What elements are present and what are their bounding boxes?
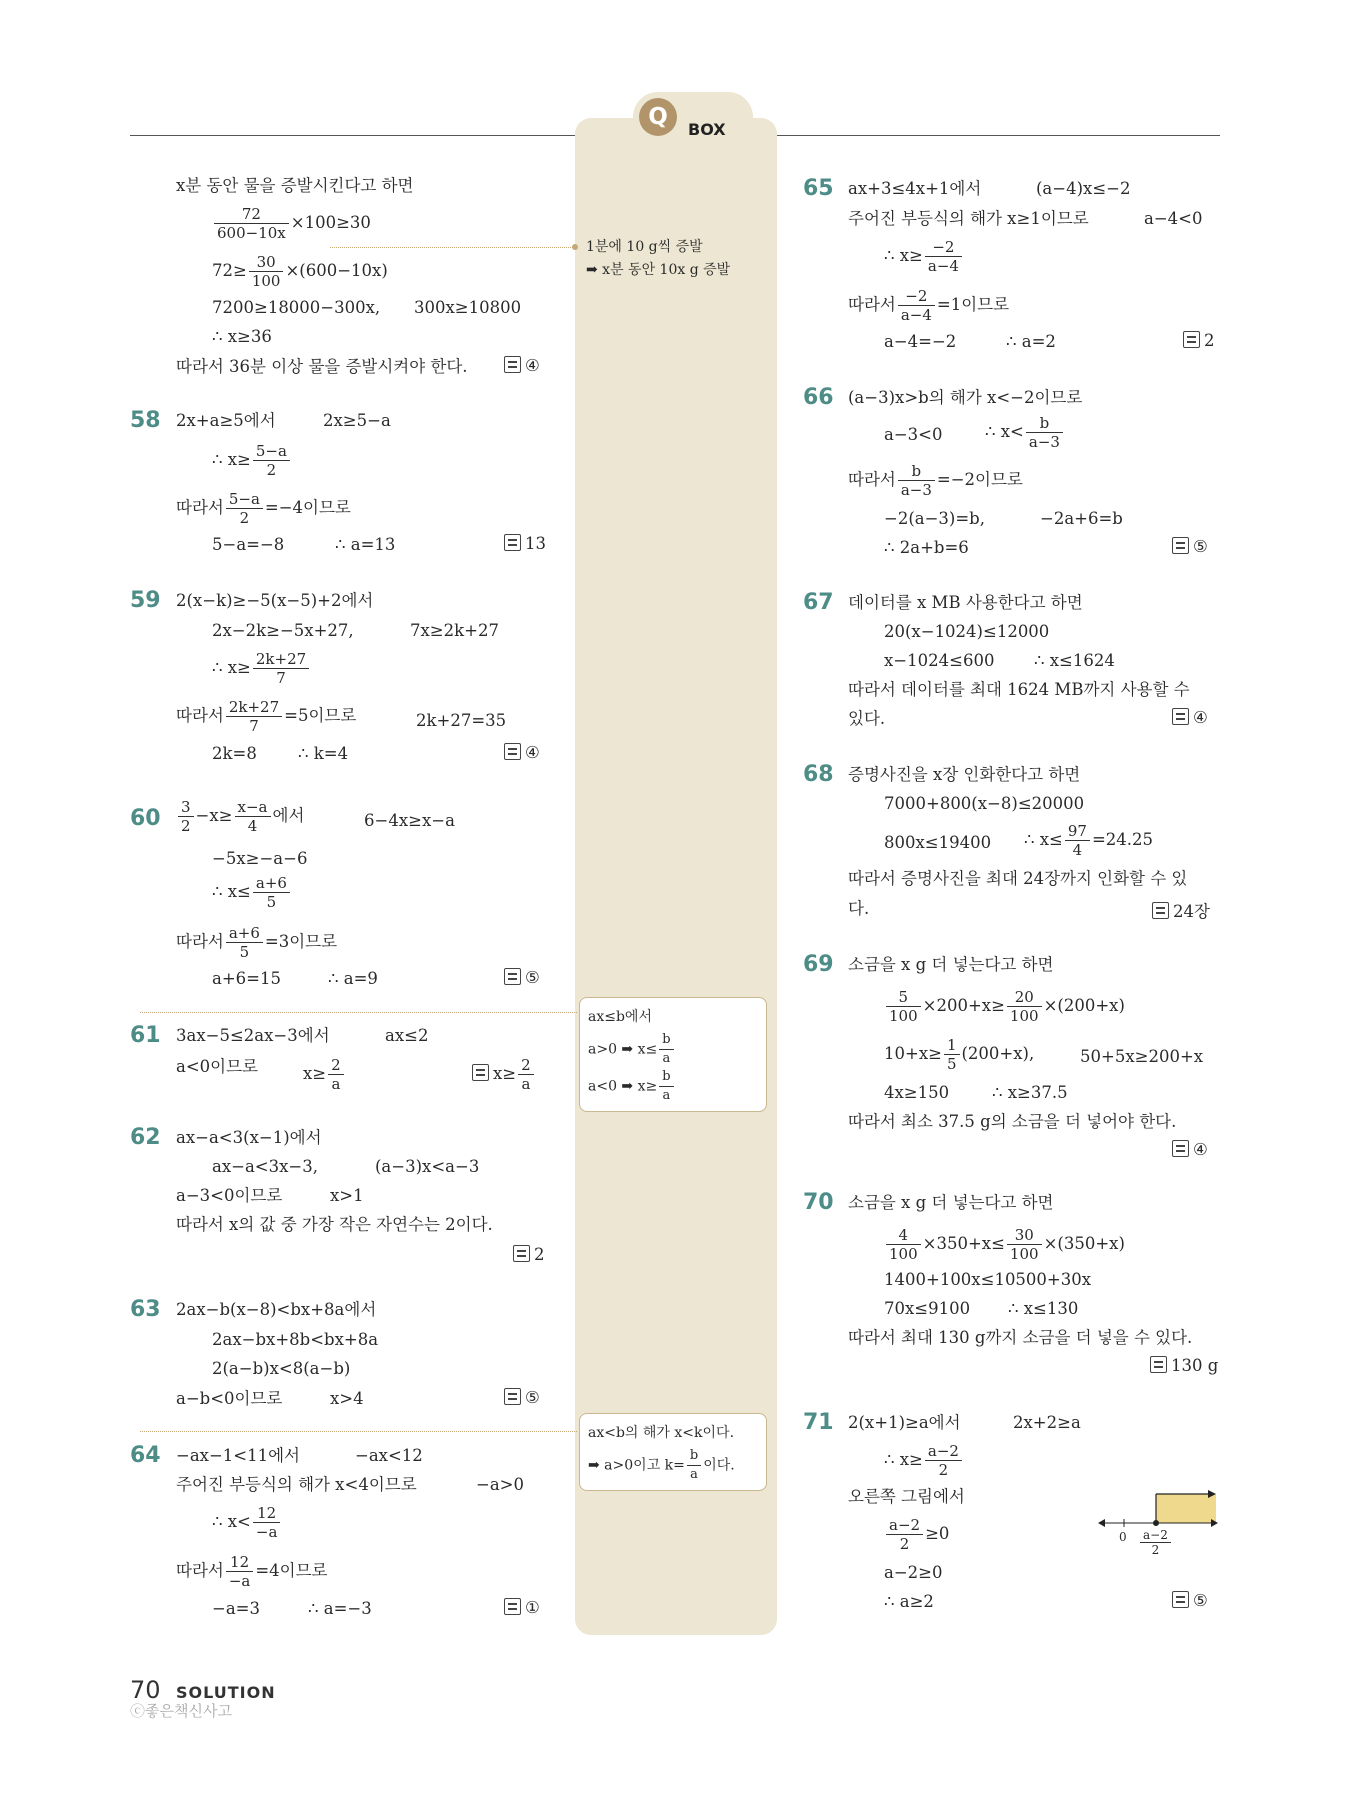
qbox-column [575, 118, 777, 1635]
p69-line2: $\frac{5}{100}$ ×200+x≥ $\frac{20}{100}$ ×(200+x) [884, 988, 1125, 1025]
footer-label: SOLUTION [176, 1683, 276, 1702]
p70-number: 70 [803, 1190, 834, 1215]
boundary-point [1153, 1520, 1159, 1526]
p64-line4: 따라서 $\frac{12}{-a}$ =4이므로 [176, 1553, 328, 1590]
p69-number: 69 [803, 952, 834, 977]
answer-icon [1172, 1591, 1189, 1608]
p71-line6: ∴ a≥2 [884, 1592, 934, 1611]
p64-answer: ① [504, 1598, 540, 1617]
p59-line5b: ∴ k=4 [298, 744, 349, 763]
p66-line1: (a−3)x>b의 해가 x<−2이므로 [848, 388, 1083, 407]
p68-line1: 증명사진을 x장 인화한다고 하면 [848, 765, 1081, 784]
p65-line1b: (a−4)x≤−2 [1036, 179, 1131, 198]
fig-zero-label: 0 [1119, 1530, 1127, 1544]
p70-line4a: 70x≤9100 [884, 1299, 971, 1318]
p57-line3: 72≥ $\frac{30}{100}$ ×(600−10x) [212, 253, 388, 290]
p58-line3: 따라서 $\frac{5-a}{2}$ =−4이므로 [176, 490, 351, 527]
p58-line4b: ∴ a=13 [335, 535, 396, 554]
p71-line2: ∴ x≥ $\frac{a-2}{2}$ [884, 1442, 964, 1479]
answer-icon [1172, 537, 1189, 554]
p57-line4b: 300x≥10800 [414, 298, 522, 317]
note1-leader [330, 247, 575, 248]
p61-answer: x≥ $\frac{2}{a}$ [472, 1056, 536, 1093]
axis-left-arrow-icon [1098, 1519, 1105, 1527]
p69-line5: 따라서 최소 37.5 g의 소금을 더 넣어야 한다. [848, 1112, 1177, 1131]
p59-line3: ∴ x≥ $\frac{2k+27}{7}$ [212, 650, 311, 687]
p57-answer: ④ [504, 356, 540, 375]
p67-answer: ④ [1172, 708, 1208, 727]
p64-line1b: −ax<12 [355, 1446, 423, 1465]
p64-line5b: ∴ a=−3 [308, 1599, 372, 1618]
note3-line1: ax<b의 해가 x<k이다. [588, 1425, 735, 1441]
p70-line2: $\frac{4}{100}$ ×350+x≤ $\frac{30}{100}$ ×(350+x) [884, 1226, 1125, 1263]
p65-line5a: a−4=−2 [884, 332, 957, 351]
answer-icon [504, 534, 521, 551]
answer-icon [472, 1064, 489, 1081]
p69-line3: 10+x≥ $\frac{1}{5}$ (200+x), [884, 1036, 1035, 1073]
p60-line5a: a+6=15 [212, 969, 281, 988]
p64-line5a: −a=3 [212, 1599, 260, 1618]
fig-frac-label: $\frac{a-2}{2}$ [1138, 1528, 1173, 1557]
p62-line2b: (a−3)x<a−3 [375, 1157, 480, 1176]
p58-line1a: 2x+a≥5에서 [176, 411, 276, 430]
p67-line3b: ∴ x≤1624 [1034, 651, 1115, 670]
p59-line2b: 7x≥2k+27 [410, 621, 499, 640]
answer-icon [1183, 331, 1200, 348]
p71-number: 71 [803, 1410, 834, 1435]
p69-answer: ④ [1172, 1140, 1208, 1159]
p58-line4a: 5−a=−8 [212, 535, 285, 554]
answer-icon [504, 356, 521, 373]
p67-line5: 있다. [848, 709, 886, 728]
p66-line5: ∴ 2a+b=6 [884, 538, 969, 557]
p63-number: 63 [130, 1297, 161, 1322]
p68-line3b: ∴ x≤ $\frac{97}{4}$ =24.25 [1024, 822, 1154, 859]
header-rule-right [777, 135, 1220, 136]
p66-line2b: ∴ x< $\frac{b}{a-3}$ [985, 414, 1065, 451]
p71-line1b: 2x+2≥a [1013, 1413, 1081, 1432]
p67-line2: 20(x−1024)≤12000 [884, 622, 1050, 641]
p66-line2a: a−3<0 [884, 425, 943, 444]
p60-answer: ⑤ [504, 968, 540, 987]
p61-number: 61 [130, 1023, 161, 1048]
p64-line3: ∴ x< $\frac{12}{-a}$ [212, 1504, 282, 1541]
p68-line3a: 800x≤19400 [884, 833, 992, 852]
p57-line6: 따라서 36분 이상 물을 증발시켜야 한다. [176, 357, 468, 376]
answer-icon [504, 1598, 521, 1615]
p60-line2: −5x≥−a−6 [212, 849, 308, 868]
p58-line1b: 2x≥5−a [323, 411, 391, 430]
p67-line1: 데이터를 x MB 사용한다고 하면 [848, 593, 1083, 612]
p61-line1a: 3ax−5≤2ax−3에서 [176, 1026, 330, 1045]
p57-line5: ∴ x≥36 [212, 327, 272, 346]
p70-line3: 1400+100x≤10500+30x [884, 1270, 1092, 1289]
p69-line1: 소금을 x g 더 넣는다고 하면 [848, 955, 1054, 974]
p69-line4b: ∴ x≥37.5 [992, 1083, 1068, 1102]
answer-icon [1172, 708, 1189, 725]
p63-line4a: a−b<0이므로 [176, 1389, 283, 1408]
p57-line4a: 7200≥18000−300x, [212, 298, 381, 317]
p67-number: 67 [803, 590, 834, 615]
p67-line4: 따라서 데이터를 최대 1624 MB까지 사용할 수 [848, 680, 1190, 699]
p62-answer: 2 [513, 1245, 545, 1264]
note3-line2: ➡ a>0이고 k= $\frac{b}{a}$ 이다. [588, 1448, 735, 1482]
qbox-label: BOX [688, 120, 726, 139]
p63-line1: 2ax−b(x−8)<bx+8a에서 [176, 1300, 377, 1319]
p66-line4a: −2(a−3)=b, [884, 509, 985, 528]
p65-line2a: 주어진 부등식의 해가 x≥1이므로 [848, 209, 1089, 228]
p66-line4b: −2a+6=b [1040, 509, 1123, 528]
p70-answer: 130 g [1150, 1356, 1218, 1375]
p68-line2: 7000+800(x−8)≤20000 [884, 794, 1085, 813]
p64-number: 64 [130, 1443, 161, 1468]
p66-number: 66 [803, 385, 834, 410]
p65-line5b: ∴ a=2 [1006, 332, 1056, 351]
p71-line4: $\frac{a-2}{2}$ ≥0 [884, 1516, 949, 1553]
p58-line2: ∴ x≥ $\frac{5-a}{2}$ [212, 442, 292, 479]
p59-line5a: 2k=8 [212, 744, 257, 763]
answer-icon [1172, 1140, 1189, 1157]
note1-line2: ➡ x분 동안 10x g 증발 [586, 262, 731, 278]
page-number: 70 [130, 1676, 161, 1704]
p59-answer: ④ [504, 743, 540, 762]
p60-line1: $\frac{3}{2}$ −x≥ $\frac{x-a}{4}$ 에서 [176, 798, 304, 835]
p65-line4: 따라서 $\frac{-2}{a-4}$ =1이므로 [848, 287, 1010, 324]
p67-line3a: x−1024≤600 [884, 651, 995, 670]
note2-line1: ax≤b에서 [588, 1009, 652, 1025]
p57-line1: x분 동안 물을 증발시킨다고 하면 [176, 176, 414, 195]
p65-answer: 2 [1183, 331, 1215, 350]
p59-line2a: 2x−2k≥−5x+27, [212, 621, 354, 640]
p58-answer: 13 [504, 534, 546, 553]
answer-icon [1152, 902, 1169, 919]
p65-line1a: ax+3≤4x+1에서 [848, 179, 982, 198]
p62-line3a: a−3<0이므로 [176, 1186, 283, 1205]
solution-region [1156, 1494, 1216, 1523]
p61-line2a: a<0이므로 [176, 1057, 258, 1076]
p59-line4: 따라서 $\frac{2k+27}{7}$ =5이므로 [176, 698, 357, 735]
p71-answer: ⑤ [1172, 1591, 1208, 1610]
p68-line4: 따라서 증명사진을 최대 24장까지 인화할 수 있 [848, 869, 1188, 888]
p69-line4a: 4x≥150 [884, 1083, 950, 1102]
p63-line3: 2(a−b)x<8(a−b) [212, 1359, 351, 1378]
p64-line2a: 주어진 부등식의 해가 x<4이므로 [176, 1475, 417, 1494]
p71-line3: 오른쪽 그림에서 [848, 1487, 965, 1506]
p68-number: 68 [803, 762, 834, 787]
p70-line4b: ∴ x≤130 [1008, 1299, 1079, 1318]
header-rule-left [130, 135, 575, 136]
note2-line3: a<0 ➡ x≥ $\frac{b}{a}$ [588, 1068, 758, 1105]
number-line-figure [1098, 1488, 1218, 1568]
answer-icon [504, 968, 521, 985]
p62-line3b: x>1 [330, 1186, 364, 1205]
p63-line4b: x>4 [330, 1389, 364, 1408]
copyright-watermark: ⓒ좋은책신사고 [130, 1702, 232, 1720]
answer-icon [513, 1245, 530, 1262]
qbox-note-2 [579, 997, 767, 1112]
p62-line2a: ax−a<3x−3, [212, 1157, 319, 1176]
p71-line5: a−2≥0 [884, 1563, 943, 1582]
note1-line1: 1분에 10 g씩 증발 [586, 239, 703, 255]
p62-number: 62 [130, 1125, 161, 1150]
p60-line3: ∴ x≤ $\frac{a+6}{5}$ [212, 874, 292, 911]
note2-leader [140, 1012, 577, 1013]
note2-line2: a>0 ➡ x≤ $\frac{b}{a}$ [588, 1031, 758, 1068]
p57-line2: $\frac{72}{600-10x}$ ×100≥30 [212, 205, 371, 242]
qbox-badge: Q [639, 98, 677, 136]
p66-line3: 따라서 $\frac{b}{a-3}$ =−2이므로 [848, 462, 1023, 499]
p65-number: 65 [803, 176, 834, 201]
p62-line4: 따라서 x의 값 중 가장 작은 자연수는 2이다. [176, 1215, 493, 1234]
p59-line4b: 2k+27=35 [416, 711, 507, 730]
qbox-note-3 [579, 1413, 767, 1491]
p64-line1a: −ax−1<11에서 [176, 1446, 300, 1465]
p60-line1b: 6−4x≥x−a [364, 811, 455, 830]
p61-line2b: x≥ $\frac{2}{a}$ [303, 1056, 346, 1093]
p61-line1b: ax≤2 [385, 1026, 429, 1045]
p58-number: 58 [130, 408, 161, 433]
p65-line2b: a−4<0 [1144, 209, 1203, 228]
answer-icon [1150, 1356, 1167, 1373]
p59-number: 59 [130, 588, 161, 613]
p66-answer: ⑤ [1172, 537, 1208, 556]
p69-line3b: 50+5x≥200+x [1080, 1047, 1204, 1066]
p63-answer: ⑤ [504, 1388, 540, 1407]
p64-line2b: −a>0 [476, 1475, 524, 1494]
answer-icon [504, 1388, 521, 1405]
p70-line5: 따라서 최대 130 g까지 소금을 더 넣을 수 있다. [848, 1328, 1193, 1347]
p63-line2: 2ax−bx+8b<bx+8a [212, 1330, 379, 1349]
p70-line1: 소금을 x g 더 넣는다고 하면 [848, 1193, 1054, 1212]
p71-line1a: 2(x+1)≥a에서 [848, 1413, 961, 1432]
note3-leader [140, 1431, 577, 1432]
p60-line5b: ∴ a=9 [328, 969, 378, 988]
p59-line1: 2(x−k)≥−5(x−5)+2에서 [176, 591, 374, 610]
qbox-note-1 [586, 236, 730, 282]
note1-dot [572, 244, 578, 250]
p62-line1: ax−a<3(x−1)에서 [176, 1128, 322, 1147]
p60-number: 60 [130, 806, 161, 831]
p68-line5: 다. [848, 899, 870, 918]
p68-answer: 24장 [1152, 898, 1210, 922]
answer-icon [504, 743, 521, 760]
p65-line3: ∴ x≥ $\frac{-2}{a-4}$ [884, 238, 964, 275]
p60-line4: 따라서 $\frac{a+6}{5}$ =3이므로 [176, 924, 338, 961]
